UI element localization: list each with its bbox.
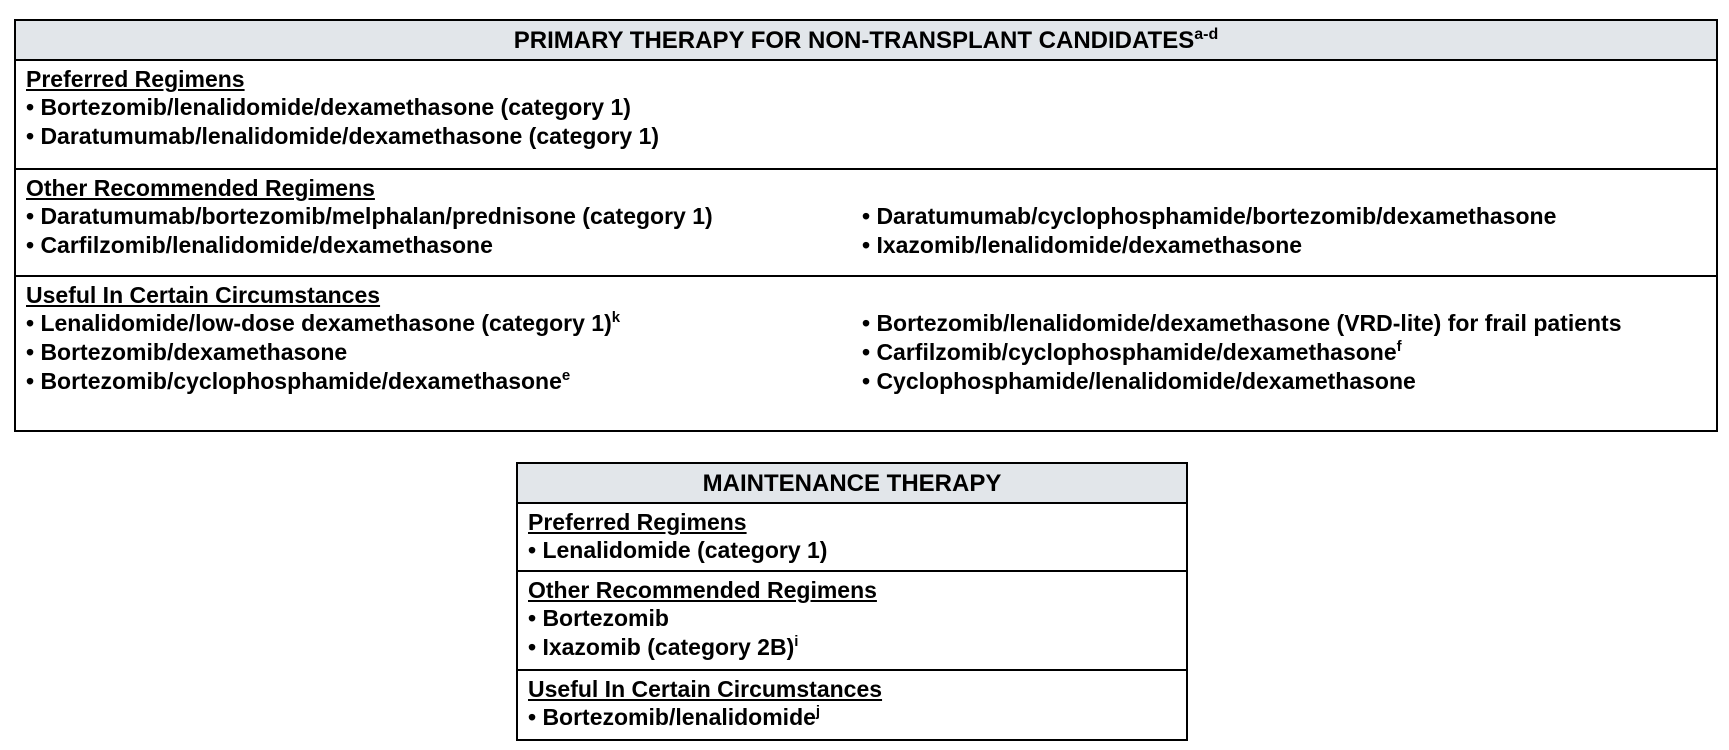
section-heading: Preferred Regimens xyxy=(26,66,245,92)
primary-other-right-column xyxy=(862,202,1702,260)
primary-therapy-title: PRIMARY THERAPY FOR NON-TRANSPLANT CANDIDATES xyxy=(513,27,1195,54)
primary-therapy-header xyxy=(16,21,1716,61)
regimen-item: • Ixazomib/lenalidomide/dexamethasone xyxy=(862,232,1303,258)
footnote-marker: i xyxy=(794,633,799,650)
regimen-item: • Carfilzomib/cyclophosphamide/dexamethasone$^f$ xyxy=(862,338,1402,365)
regimen-item: • Bortezomib/cyclophosphamide/dexamethasone$^e$ xyxy=(26,367,571,394)
section-heading: Preferred Regimens xyxy=(528,509,747,535)
section-heading: Useful In Certain Circumstances xyxy=(528,676,883,702)
maintenance-preferred-section xyxy=(518,504,1186,572)
section-heading: Useful In Certain Circumstances xyxy=(26,282,381,308)
footnote-marker: e xyxy=(561,367,571,384)
footnote-marker: k xyxy=(611,309,621,326)
regimen-item: • Daratumumab/lenalidomide/dexamethasone (category 1) xyxy=(26,123,660,149)
primary-useful-right-column xyxy=(862,309,1702,396)
maintenance-therapy-table xyxy=(516,462,1188,741)
primary-preferred-section xyxy=(16,61,1716,170)
maintenance-useful-section xyxy=(518,671,1186,737)
section-heading: Other Recommended Regimens xyxy=(528,577,877,603)
footnote-marker: j xyxy=(815,703,821,720)
footnote-marker: f xyxy=(1396,338,1402,355)
maintenance-therapy-title: MAINTENANCE THERAPY xyxy=(702,470,1002,497)
maintenance-therapy-header xyxy=(518,464,1186,504)
primary-therapy-table xyxy=(14,19,1718,432)
primary-other-section xyxy=(16,170,1716,277)
regimen-item: • Bortezomib/lenalidomide$^j$ xyxy=(528,703,821,730)
regimen-item: • Bortezomib/lenalidomide/dexamethasone (VRD-lite) for frail patients xyxy=(862,310,1622,336)
section-heading: Other Recommended Regimens xyxy=(26,175,375,201)
regimen-item: • Lenalidomide (category 1) xyxy=(528,537,828,563)
primary-useful-section xyxy=(16,277,1716,430)
primary-useful-left-column xyxy=(26,309,862,396)
regimen-item: • Carfilzomib/lenalidomide/dexamethasone xyxy=(26,232,493,258)
primary-therapy-title-footnote: a-d xyxy=(1194,26,1219,43)
regimen-item: • Daratumumab/bortezomib/melphalan/prednisone (category 1) xyxy=(26,203,713,229)
regimen-item: • Bortezomib xyxy=(528,605,669,631)
primary-other-left-column xyxy=(26,202,862,260)
regimen-item: • Bortezomib/dexamethasone xyxy=(26,339,348,365)
regimen-item: • Lenalidomide/low-dose dexamethasone (category 1)$^k$ xyxy=(26,309,621,336)
regimen-item: • Daratumumab/cyclophosphamide/bortezomib/dexamethasone xyxy=(862,203,1557,229)
regimen-item: • Ixazomib (category 2B)$^i$ xyxy=(528,633,799,660)
regimen-item: • Cyclophosphamide/lenalidomide/dexamethasone xyxy=(862,368,1416,394)
maintenance-other-section xyxy=(518,572,1186,671)
regimen-item: • Bortezomib/lenalidomide/dexamethasone (category 1) xyxy=(26,94,631,120)
